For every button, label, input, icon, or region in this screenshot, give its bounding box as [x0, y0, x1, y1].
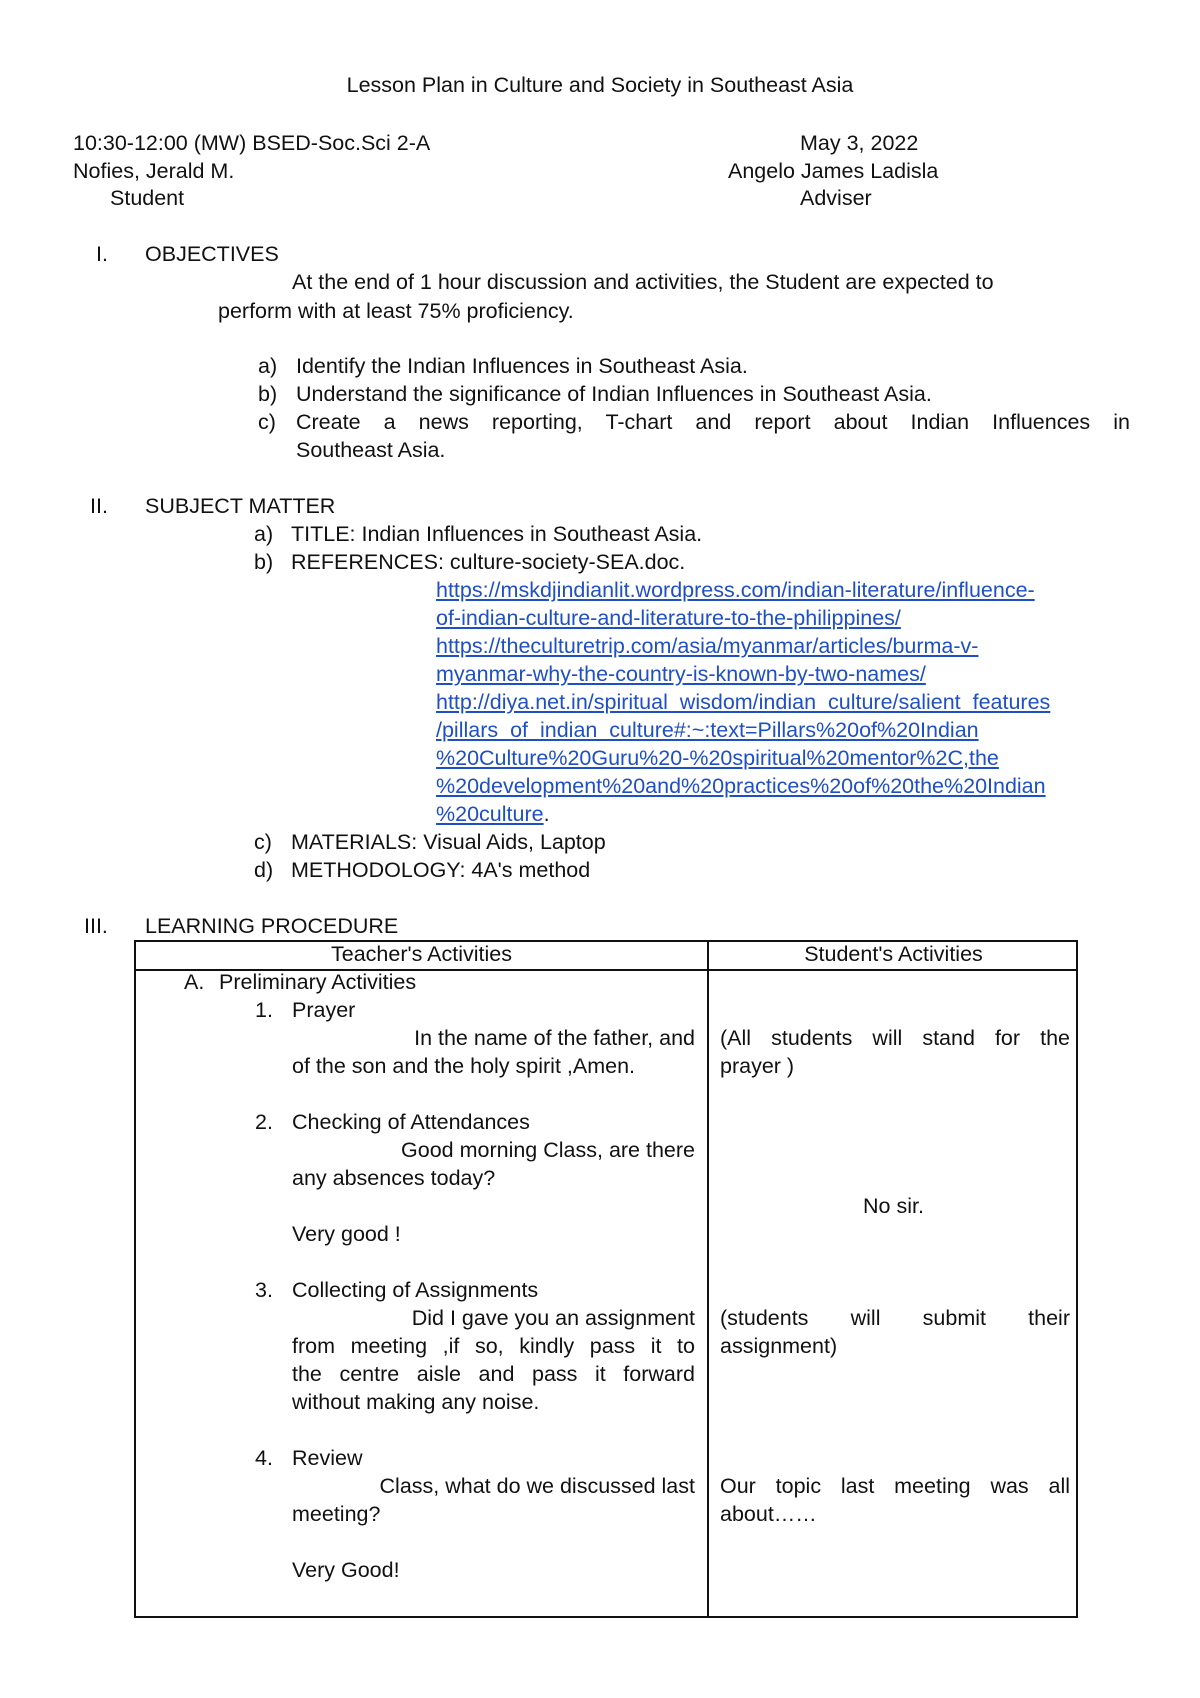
reference-link[interactable]: of-indian-culture-and-literature-to-the-philippines/ [436, 606, 901, 630]
teacher-text: Class, what do we discussed last [379, 1474, 695, 1498]
objective-item-continued: Southeast Asia. [296, 438, 446, 462]
subject-marker: a) [254, 522, 274, 546]
teacher-text: In the name of the father, and [414, 1026, 695, 1050]
objectives-intro-line1: At the end of 1 hour discussion and activities, the Student are expected to [292, 270, 994, 294]
subject-methodology: METHODOLOGY: 4A's method [291, 858, 591, 882]
teacher-text: meeting? [292, 1502, 381, 1526]
step-title: Checking of Attendances [292, 1110, 530, 1134]
student-text: about…… [720, 1502, 817, 1526]
student-column-header: Student's Activities [804, 942, 983, 966]
objective-item: Create a news reporting, T-chart and report about Indian Influences in [296, 410, 1130, 434]
subject-matter-heading: SUBJECT MATTER [145, 494, 336, 518]
student-name: Nofies, Jerald M. [73, 159, 235, 183]
student-text: assignment) [720, 1334, 838, 1358]
step-number: 2. [255, 1110, 273, 1134]
learning-procedure-numeral: III. [84, 914, 108, 938]
date-text: May 3, 2022 [800, 131, 919, 155]
teacher-text: from meeting ,if so, kindly pass it to [292, 1334, 695, 1358]
reference-link[interactable]: myanmar-why-the-country-is-known-by-two-names/ [436, 662, 926, 686]
objectives-intro-line2: perform with at least 75% proficiency. [218, 299, 574, 323]
section-marker: A. [184, 970, 205, 994]
reference-link[interactable]: %20development%20and%20practices%20of%20the%20Indian [436, 774, 1046, 798]
teacher-text: without making any noise. [292, 1390, 540, 1414]
reference-link[interactable]: https://mskdjindianlit.wordpress.com/indian-literature/influence- [436, 578, 1035, 602]
activities-table [134, 940, 1078, 1618]
teacher-text: Good morning Class, are there [401, 1138, 695, 1162]
step-number: 4. [255, 1446, 273, 1470]
objectives-numeral: I. [96, 242, 108, 266]
adviser-name: Angelo James Ladisla [728, 159, 939, 183]
subject-marker: c) [254, 830, 272, 854]
column-divider [707, 942, 709, 1616]
objective-item: Identify the Indian Influences in Southeast Asia. [296, 354, 748, 378]
reference-link[interactable]: https://theculturetrip.com/asia/myanmar/articles/burma-v- [436, 634, 979, 658]
subject-references: REFERENCES: culture-society-SEA.doc. [291, 550, 686, 574]
student-role: Student [110, 186, 185, 210]
teacher-text: Did I gave you an assignment [411, 1306, 695, 1330]
student-text: Our topic last meeting was all [720, 1474, 1070, 1498]
teacher-text: of the son and the holy spirit ,Amen. [292, 1054, 636, 1078]
learning-procedure-heading: LEARNING PROCEDURE [145, 914, 399, 938]
teacher-followup: Very Good! [292, 1558, 400, 1582]
teacher-column-header: Teacher's Activities [331, 942, 512, 966]
teacher-followup: Very good ! [292, 1222, 401, 1246]
reference-link[interactable]: %20culture [436, 802, 544, 826]
objective-item: Understand the significance of Indian Influences in Southeast Asia. [296, 382, 932, 406]
student-text: (All students will stand for the [720, 1026, 1070, 1050]
objective-marker: b) [258, 382, 278, 406]
objective-marker: a) [258, 354, 278, 378]
objectives-heading: OBJECTIVES [145, 242, 279, 266]
reference-link[interactable]: %20Culture%20Guru%20-%20spiritual%20mentor%2C,the [436, 746, 999, 770]
step-number: 3. [255, 1278, 273, 1302]
subject-materials: MATERIALS: Visual Aids, Laptop [291, 830, 606, 854]
subject-marker: b) [254, 550, 274, 574]
step-title: Collecting of Assignments [292, 1278, 539, 1302]
subject-marker: d) [254, 858, 274, 882]
reference-end-period: . [543, 802, 550, 826]
subject-title: TITLE: Indian Influences in Southeast Asia. [291, 522, 703, 546]
step-number: 1. [255, 998, 273, 1022]
teacher-text: the centre aisle and pass it forward [292, 1362, 695, 1386]
adviser-role: Adviser [800, 186, 872, 210]
step-title: Review [292, 1446, 363, 1470]
reference-link[interactable]: /pillars_of_indian_culture#:~:text=Pillars%20of%20Indian [436, 718, 979, 742]
teacher-text: any absences today? [292, 1166, 496, 1190]
objective-marker: c) [258, 410, 276, 434]
student-text: (students will submit their [720, 1306, 1070, 1330]
section-title: Preliminary Activities [219, 970, 417, 994]
student-text: prayer ) [720, 1054, 795, 1078]
page-title: Lesson Plan in Culture and Society in Southeast Asia [346, 73, 854, 97]
subject-matter-numeral: II. [90, 494, 108, 518]
reference-link[interactable]: http://diya.net.in/spiritual_wisdom/indian_culture/salient_features [436, 690, 1051, 714]
student-text: No sir. [863, 1194, 924, 1218]
step-title: Prayer [292, 998, 356, 1022]
schedule-text: 10:30-12:00 (MW) BSED-Soc.Sci 2-A [73, 131, 431, 155]
